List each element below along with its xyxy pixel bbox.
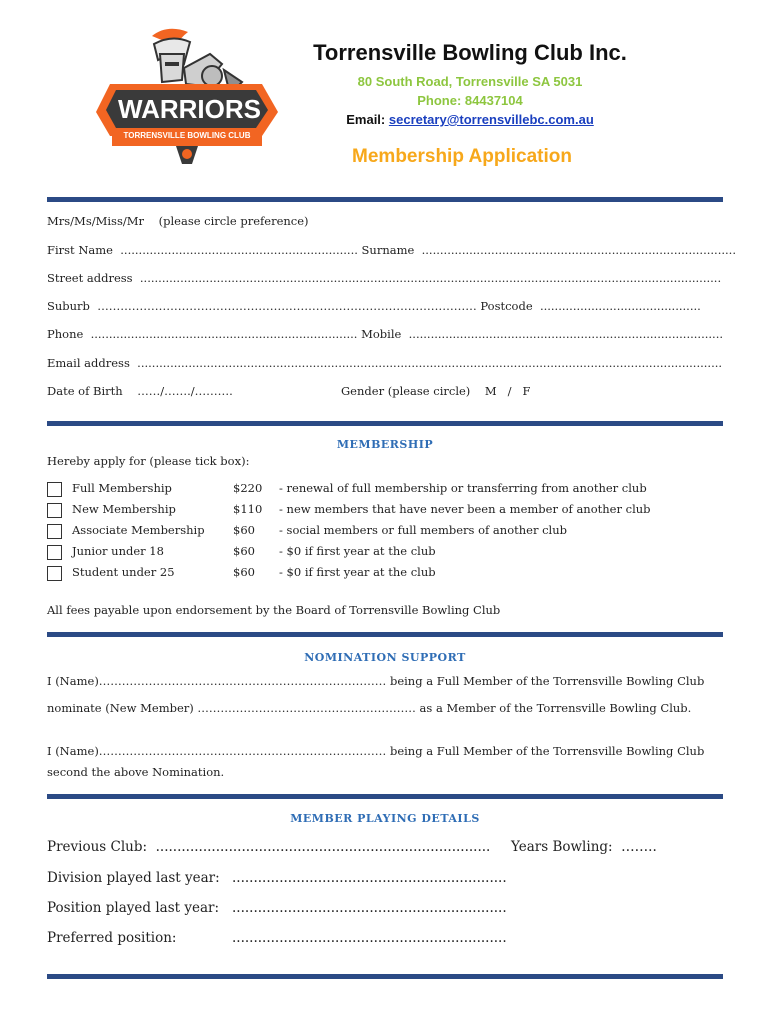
- option-name: New Membership: [72, 502, 176, 516]
- form-title: Membership Application: [352, 146, 572, 167]
- club-phone: Phone: 84437104: [417, 93, 523, 108]
- phone-mobile-field[interactable]: Phone ......................................................................... Mobile ......................................................................................: [47, 327, 724, 341]
- option-desc: - new members that have never been a member of another club: [279, 502, 651, 516]
- street-address-field[interactable]: Street address ...............................................................................................................................................................: [47, 271, 722, 285]
- checkbox-junior[interactable]: [47, 545, 62, 560]
- option-fee: $220: [233, 481, 263, 495]
- divider-nomination: [47, 632, 723, 637]
- title-preference: Mrs/Ms/Miss/Mr (please circle preference): [47, 214, 309, 228]
- years-bowling-field[interactable]: Years Bowling: ……..: [511, 839, 657, 855]
- fees-note: All fees payable upon endorsement by the Board of Torrensville Bowling Club: [47, 603, 501, 617]
- new-member-name-field[interactable]: nominate (New Member) ………………………………………………… as a Member of the Torrensville Bowling Club.: [47, 701, 692, 715]
- option-desc: - renewal of full membership or transferring from another club: [279, 481, 647, 495]
- playing-heading: MEMBER PLAYING DETAILS: [290, 812, 480, 825]
- division-label: Division played last year:: [47, 870, 220, 886]
- option-desc: - $0 if first year at the club: [279, 544, 436, 558]
- option-name: Junior under 18: [72, 544, 164, 558]
- logo-club-text: TORRENSVILLE BOWLING CLUB: [123, 131, 251, 140]
- checkbox-associate-membership[interactable]: [47, 524, 62, 539]
- option-name: Student under 25: [72, 565, 175, 579]
- nominator-name-field[interactable]: I (Name)………………………………………………………………… being a Full Member of the Torrensville Bowling Club: [47, 674, 705, 688]
- checkbox-full-membership[interactable]: [47, 482, 62, 497]
- email-address-field[interactable]: Email address ................................................................................................................................................................: [47, 356, 723, 370]
- previous-club-field[interactable]: Previous Club: ..............................................................................: [47, 839, 491, 855]
- option-fee: $60: [233, 523, 255, 537]
- option-fee: $60: [233, 544, 255, 558]
- date-of-birth-field[interactable]: Date of Birth ……/……./……….: [47, 384, 233, 398]
- option-name: Associate Membership: [72, 523, 205, 537]
- email-label: Email:: [346, 112, 386, 127]
- club-name-heading: Torrensville Bowling Club Inc.: [313, 40, 627, 65]
- divider-membership: [47, 421, 723, 426]
- divider-bottom: [47, 974, 723, 979]
- club-email-line: [280, 112, 660, 127]
- membership-heading: MEMBERSHIP: [336, 438, 434, 451]
- seconder-name-field[interactable]: I (Name)………………………………………………………………… being a Full Member of the Torrensville Bowling Club: [47, 744, 705, 758]
- second-nomination-text: second the above Nomination.: [47, 765, 225, 779]
- club-address: 80 South Road, Torrensville SA 5031: [357, 74, 583, 89]
- email-link[interactable]: secretary@torrensvillebc.com.au: [388, 112, 594, 127]
- division-field[interactable]: ................................................................: [232, 870, 507, 886]
- divider-playing: [47, 794, 723, 799]
- checkbox-new-membership[interactable]: [47, 503, 62, 518]
- option-fee: $60: [233, 565, 255, 579]
- option-fee: $110: [233, 502, 263, 516]
- logo-warriors-text: WARRIORS: [118, 94, 261, 124]
- club-logo: [92, 24, 282, 166]
- checkbox-student[interactable]: [47, 566, 62, 581]
- membership-intro: Hereby apply for (please tick box):: [47, 454, 250, 468]
- preferred-position-field[interactable]: ................................................................: [232, 930, 507, 946]
- position-field[interactable]: ................................................................: [232, 900, 507, 916]
- option-name: Full Membership: [72, 481, 172, 495]
- first-name-surname-field[interactable]: First Name ................................................................. Surname ......................................................................................: [47, 243, 736, 257]
- nomination-heading: NOMINATION SUPPORT: [304, 651, 466, 664]
- option-desc: - $0 if first year at the club: [279, 565, 436, 579]
- suburb-postcode-field[interactable]: Suburb ……………………………………………………………………………………… Postcode ............................................: [47, 299, 701, 313]
- divider-top: [47, 197, 723, 202]
- gender-field[interactable]: Gender (please circle) M / F: [341, 384, 531, 398]
- option-desc: - social members or full members of another club: [279, 523, 567, 537]
- position-label: Position played last year:: [47, 900, 219, 916]
- preferred-position-label: Preferred position:: [47, 930, 177, 946]
